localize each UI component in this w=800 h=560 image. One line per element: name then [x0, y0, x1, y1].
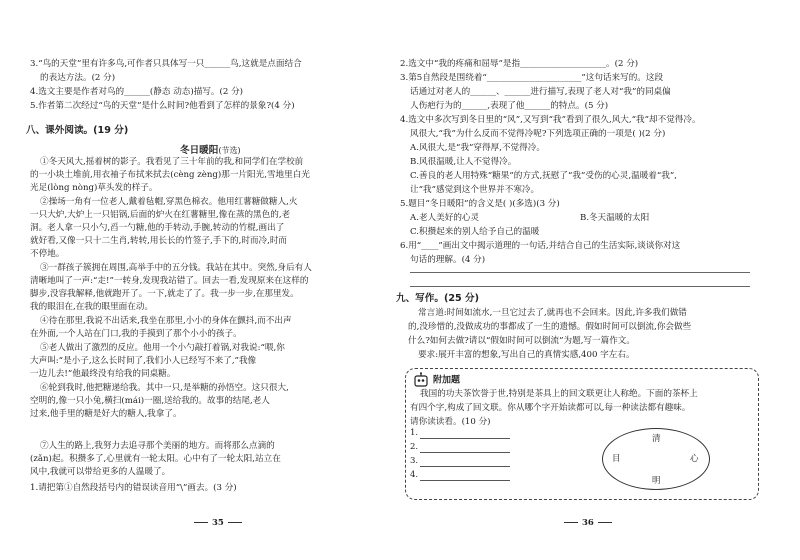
passage-title-note: (节选): [218, 146, 241, 155]
para2-line2: 一只大炉,大炉上一只铝锅,后面的炉火在红薯糖里,像在蒸的黑色的,老: [30, 210, 291, 220]
writing-line4: 要求:展开丰富的想象,写出自己的真情实感,400 字左右。: [418, 350, 635, 360]
passage-title: [180, 142, 241, 156]
answer-number-2: 2.: [410, 442, 419, 452]
page-number-left-text: 35: [212, 518, 224, 528]
right-q4-line1: 4.选文中多次写到冬日里的“风”,又写到“我”看到了很久,风大,“我”却不觉得冷。: [400, 115, 701, 125]
right-q5-option-c: C.积攒起来的别人给予自己的温暖: [410, 227, 540, 237]
bonus-line2: 有四个字,构成了回文联。你从哪个字开始读都可以,每一种读法都有趣味。: [410, 403, 691, 413]
right-q3-line3: 人伤疤行为的______,表现了他______的特点。(5 分): [410, 101, 609, 111]
right-q4-option-c-cont: 让“我”感觉到这个世界并不寒冷。: [410, 185, 540, 195]
right-q5-option-b: B.冬天温暖的太阳: [580, 213, 650, 223]
right-q3-line2: 话通过对老人的______、______进行描写,表现了老人对“我”的同桌偏: [410, 87, 671, 97]
right-q2: 2.选文中“我的疼痛和屈辱”是指____________________。(2 分): [400, 59, 639, 69]
answer-blank-4[interactable]: [420, 480, 510, 481]
answer-line-2[interactable]: [410, 286, 750, 287]
para1-line1: ①冬天风大,摇着树的影子。我看见了三十年前的我,和同学们在学校前: [40, 157, 304, 167]
para3-line1: ③一群孩子簇拥在周围,高举手中的五分钱。我站在其中。突然,身后有人: [40, 263, 312, 273]
answer-blank-1[interactable]: [420, 438, 510, 439]
para7-line2: (zǎn)起。积攒多了,心里就有一轮太阳。心中有了一轮太阳,站立在: [30, 454, 281, 464]
right-q6-line2: 句话的理解。(4 分): [410, 255, 486, 265]
para2-line4: 就好看,又像一只十二生肖,转转,用长长的竹签子,手下的,时而冷,时而: [30, 236, 288, 246]
para7-line1: ⑦人生的路上,我努力去追寻那个美丽的地方。而将那么点滴的: [40, 441, 275, 451]
para2-line1: ②操场一角有一位老人,戴着毡帽,穿黑色棉衣。他用红薯糖做糖人,火: [40, 197, 298, 207]
para3-line3: 脚步,没容我解释,他就跑开了。一下,就走了了。我一步一步,在那里发。: [30, 289, 299, 299]
answer-number-3: 3.: [410, 456, 419, 466]
answer-number-1: 1.: [410, 428, 419, 438]
section-8-heading: 八、课外阅读。(19 分): [26, 125, 129, 136]
answer-blank-2[interactable]: [420, 452, 510, 453]
cup-char-left: 目: [612, 454, 621, 464]
writing-line2: 的,没珍惜的,没做成功的事都成了一生的遗憾。假如时间可以倒流,你会做些: [408, 322, 692, 332]
answer-number-4: 4.: [410, 470, 419, 480]
para3-line2: 清晰地叫了一声:“走!”一转身,发现我站错了。回去一看,发现原来在这样的: [30, 276, 309, 286]
left-q3-line1: 3.“鸟的天堂”里有许多鸟,可作者只具体写一只______鸟,这就是点面结合: [30, 59, 302, 69]
para4-line2: 在外面,一个人站在门口,我的手摸到了那个小小的孩子。: [30, 329, 242, 339]
right-q6-line1: 6.用“____”画出文中揭示道理的一句话,并结合自己的生活实际,谈谈你对这: [400, 241, 681, 251]
para6-line3: 过来,他手里的糖是好大的糖人,我拿了。: [30, 409, 182, 419]
cup-char-bottom: 明: [652, 476, 661, 486]
section-9-heading: 九、写作。(25 分): [396, 293, 480, 304]
right-q4-option-b: B.风很温暖,让人不觉得冷。: [410, 157, 517, 167]
bonus-heading: [412, 372, 460, 388]
para3-line4: 我的眼泪在,在我的眼里面在动。: [30, 302, 154, 312]
para2-line3: 洞。老人拿一只小勺,舀一勺糖,他的手转动,手腕,转动的竹棍,画出了: [30, 223, 285, 233]
para4-line1: ④待在那里,我说不出话来,我坐在那里,小小的身体在颤抖,而不出声: [40, 316, 292, 326]
para6-line1: ⑥轮到我时,他把糖递给我。其中一只,是举糖的孙悟空。这只很大,: [40, 383, 289, 393]
para5-line1: ⑤老人做出了激烈的反应。他用一个小勺敲打着锅,对我说:“喂,你: [40, 343, 285, 353]
para5-line3: 一边儿去!”他最终没有给我的同桌糖。: [30, 369, 176, 379]
writing-line1: 常言道:时间如流水,一旦它过去了,就再也不会回来。因此,许多我们做错: [418, 308, 687, 318]
answer-line-1[interactable]: [410, 272, 750, 273]
cup-char-top: 清: [652, 434, 661, 444]
left-q3-line2: 的表达方法。(2 分): [40, 73, 116, 83]
right-q3-line1: 3.第5自然段是围绕着“______________________”这句话来写的。这段: [400, 73, 664, 83]
right-q5-option-a: A.老人美好的心灵: [410, 213, 480, 223]
left-q4: 4.选文主要是作者对鸟的______(静态 动态)描写。(2 分): [30, 87, 244, 97]
cup-char-right: 心: [690, 454, 699, 464]
para2-line5: 不停地。: [30, 249, 65, 259]
right-q5: 5.题目“冬日暖阳”的含义是( )(多选)(3 分): [400, 199, 560, 209]
page-number-right: [560, 518, 616, 528]
robot-icon: [412, 372, 430, 388]
page-number-left: [190, 518, 246, 528]
page-number-right-text: 36: [582, 518, 594, 528]
bonus-line3: 请你读读看。(10 分): [410, 417, 491, 427]
para1-line3: 光足(lòng nòng)草头发的样子。: [30, 183, 158, 193]
left-q1: 1.请把第①自然段括号内的错误读音用“\”画去。(3 分): [30, 483, 237, 493]
answer-blank-3[interactable]: [420, 466, 510, 467]
para1-line2: 的一小块土堆前,用衣袖子布拭来拭去(cèng zèng)那一片阳光,雪地里白光: [30, 170, 310, 180]
para7-line3: 风中,我就可以带给更多的人温暖了。: [30, 467, 171, 477]
right-q4-line2: 风很大,“我”为什么反而不觉得冷呢?下列选项正确的一项是( )(2 分): [410, 129, 666, 139]
para6-line2: 空明的,像一只小兔,横扫(mái)一圈,送给我的。故事的结尾,老人: [30, 396, 270, 406]
para5-line2: 大声叫:“是小子,这么长时间了,我们小人已经写不来了,”我像: [30, 356, 257, 366]
bonus-label: 附加题: [433, 375, 461, 386]
passage-title-text: 冬日暖阳: [180, 145, 219, 156]
right-q4-option-c: C.善良的老人用特殊“糖果”的方式,抚慰了“我”受伤的心灵,温暖着“我”,: [410, 171, 677, 181]
left-q5: 5.作者第二次经过“鸟的天堂”是什么时间?他看到了怎样的景象?(4 分): [30, 101, 295, 111]
right-q4-option-a: A.风很大,是“我”穿得厚,不觉得冷。: [410, 143, 545, 153]
writing-line3: 什么?如何去做?请以“假如时间可以倒流”为题,写一篇作文。: [408, 336, 635, 346]
bonus-line1: 我国的功夫茶饮誉于世,特别是茶具上的回文联更让人称绝。下面的茶杯上: [420, 389, 698, 399]
